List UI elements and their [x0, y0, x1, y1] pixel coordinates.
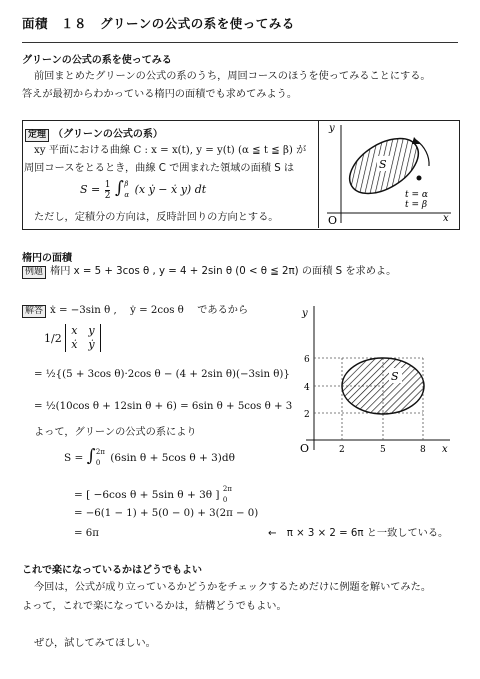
page-title: 面積 １８ グリーンの公式の系を使ってみる: [22, 16, 295, 31]
theorem-line-2: 周回コースをとるとき，曲線 C で囲まれた領域の面積 S は: [24, 163, 295, 174]
solution-upper-limit: 2π: [95, 448, 105, 456]
graph-x-tick-8: 8: [420, 445, 426, 455]
solution-determinant: [44, 324, 101, 352]
section3-heading: これで楽になっているかはどうでもよい: [22, 565, 202, 576]
solution-antiderivative: = [ −6cos θ + 5sin θ + 3θ ]: [74, 489, 220, 501]
solution-lower-limit: 0: [95, 459, 101, 467]
det-row-1: x y: [71, 324, 95, 337]
ellipse-graph: [292, 300, 458, 460]
solution-line-8: = −6(1 − 1) + 5(0 − 0) + 3(2π − 0): [74, 508, 259, 519]
example-tag: 例題: [22, 266, 46, 279]
graph-x-tick-5: 5: [380, 445, 386, 455]
formula-lhs: S =: [80, 183, 101, 196]
formula-half-num: 1: [104, 179, 111, 190]
graph-y-tick-4: 4: [304, 383, 310, 393]
start-point-dot: [417, 176, 422, 181]
example-text: 楕円 x = 5 + 3cos θ , y = 4 + 2sin θ (0 < θ ≦ 2π) の面積 S を求めよ。: [50, 266, 397, 277]
section3-line-1: 今回は，公式が成り立っているかどうかをチェックするためだけに例題を解いてみた。: [34, 582, 432, 593]
formula-integral-sign: ∫: [114, 178, 124, 198]
graph-y-tick-6: 6: [304, 355, 310, 365]
theorem-figure: [319, 121, 457, 227]
solution-integrand: (6sin θ + 5cos θ + 3)dθ: [110, 452, 235, 464]
solution-line-4: = ½(10cos θ + 12sin θ + 6) = 6sin θ + 5cos θ + 3: [34, 401, 293, 412]
theorem-title: （グリーンの公式の系）: [53, 129, 163, 140]
theorem-formula: [80, 178, 206, 201]
graph-origin-label: O: [300, 442, 310, 455]
theorem-end-label: t = β: [405, 200, 428, 210]
solution-eval-lower: 0: [222, 496, 228, 504]
graph-y-tick-2: 2: [304, 410, 310, 420]
section3-line-3: ぜひ，試してみてほしい。: [34, 638, 156, 649]
theorem-y-label: y: [329, 123, 335, 134]
theorem-region-label: S: [379, 158, 387, 171]
solution-line-1: ẋ = −3sin θ , ẏ = 2cos θ であるから: [50, 305, 249, 316]
theorem-origin-label: O: [328, 214, 338, 227]
theorem-tag: 定理: [25, 129, 49, 142]
det-row-2: ẋ ẏ: [71, 338, 95, 351]
solution-s-equals: S =: [64, 452, 84, 464]
formula-upper-limit: β: [124, 180, 129, 188]
theorem-note: ただし，定積分の方向は，反時計回りの方向とする。: [34, 212, 279, 223]
theorem-x-label: x: [443, 213, 449, 224]
solution-line-6: [64, 446, 235, 469]
solution-line-7: [74, 484, 232, 506]
solution-tag: 解答: [22, 305, 46, 318]
arrowhead-icon: [412, 137, 420, 144]
formula-half-den: 2: [104, 190, 111, 201]
theorem-start-label: t = α: [405, 190, 428, 200]
graph-ellipse: [342, 358, 424, 414]
formula-integrand: (x ẏ − ẋ y) dt: [134, 183, 207, 196]
graph-region-label: S: [391, 370, 399, 383]
section1-line-2: 答えが最初からわかっている楕円の面積でも求めてみよう。: [22, 89, 298, 100]
solution-line-9: = 6π: [74, 528, 99, 539]
graph-x-tick-2: 2: [339, 445, 345, 455]
formula-lower-limit: α: [124, 191, 130, 199]
section2-heading: 楕円の面積: [22, 253, 72, 264]
solution-integral-sign: ∫: [86, 446, 96, 466]
graph-y-label: y: [302, 308, 308, 319]
section1-heading: グリーンの公式の系を使ってみる: [22, 55, 172, 66]
theorem-line-1: xy 平面における曲線 C : x = x(t), y = y(t) (α ≦ t ≦ β) が: [34, 145, 307, 156]
section1-line-1: 前回まとめたグリーンの公式の系のうち，周回コースのほうを使ってみることにする。: [34, 71, 431, 82]
title-divider: [22, 42, 458, 43]
solution-eval-upper: 2π: [222, 485, 232, 493]
det-half: 1/2: [44, 331, 62, 345]
solution-check: ← π × 3 × 2 = 6π と一致している。: [268, 528, 449, 539]
graph-x-label: x: [442, 444, 448, 455]
solution-line-3: = ½{(5 + 3cos θ)·2cos θ − (4 + 2sin θ)(−3sin θ)}: [34, 369, 290, 380]
section3-line-2: よって，これで楽になっているかは，結構どうでもよい。: [22, 601, 287, 612]
solution-line-5: よって，グリーンの公式の系により: [34, 427, 197, 438]
